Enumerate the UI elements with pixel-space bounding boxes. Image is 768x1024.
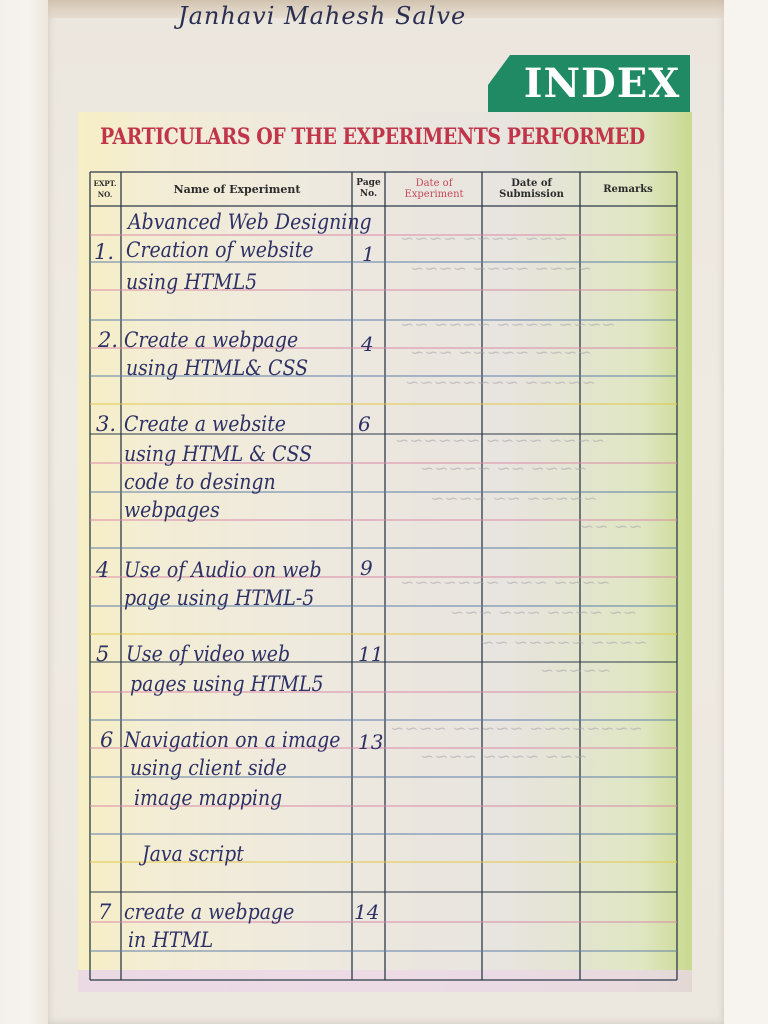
- page-no: 4: [361, 332, 374, 356]
- header-date: Date of Experiment: [404, 178, 464, 200]
- expt-no: 7: [98, 900, 112, 924]
- expt-no: 1.: [94, 240, 115, 264]
- page-no: 13: [358, 730, 384, 754]
- page-no: 14: [354, 900, 380, 924]
- expt-name-line: Create a webpage: [124, 328, 299, 352]
- expt-name-line: webpages: [124, 498, 220, 522]
- expt-name-line: code to desingn: [124, 470, 276, 494]
- header-expt-no: EXPT. NO.: [93, 179, 117, 199]
- header-remarks: Remarks: [603, 183, 653, 195]
- expt-no: 4: [96, 558, 110, 582]
- page-no: 1: [362, 242, 375, 266]
- page-no: 9: [360, 556, 373, 580]
- expt-no: 6: [100, 728, 114, 752]
- expt-name-line: using HTML & CSS: [124, 442, 313, 466]
- note-entry: Java script: [142, 842, 244, 866]
- expt-name-line: Creation of website: [126, 238, 314, 262]
- sheet-title: PARTICULARS OF THE EXPERIMENTS PERFORMED: [100, 124, 645, 150]
- header-page: Page No.: [356, 178, 381, 199]
- expt-name-line: Use of video web: [126, 642, 291, 666]
- header-name: Name of Experiment: [173, 182, 301, 196]
- page-no: 11: [358, 642, 384, 666]
- expt-name-line: using HTML& CSS: [126, 356, 309, 380]
- course-heading: Abvanced Web Designing: [128, 210, 372, 234]
- index-title: INDEX: [523, 60, 681, 107]
- header-submission: Date of Submission: [499, 178, 564, 200]
- expt-name-line: using HTML5: [126, 270, 258, 294]
- expt-name-line: in HTML: [128, 928, 214, 952]
- expt-name-line: create a webpage: [124, 900, 295, 924]
- expt-no: 2.: [98, 328, 119, 352]
- expt-name-line: pages using HTML5: [130, 672, 324, 696]
- expt-name-line: using client side: [130, 756, 287, 780]
- expt-name-line: page using HTML-5: [124, 586, 315, 610]
- expt-name-line: image mapping: [134, 786, 283, 810]
- owner-name: Janhavi Mahesh Salve: [178, 2, 467, 30]
- expt-no: 3.: [96, 412, 117, 436]
- expt-name-line: Use of Audio on web: [124, 558, 322, 582]
- expt-name-line: Navigation on a image: [124, 728, 341, 752]
- page-no: 6: [358, 412, 371, 436]
- expt-no: 5: [96, 642, 110, 666]
- expt-name-line: Create a website: [124, 412, 286, 436]
